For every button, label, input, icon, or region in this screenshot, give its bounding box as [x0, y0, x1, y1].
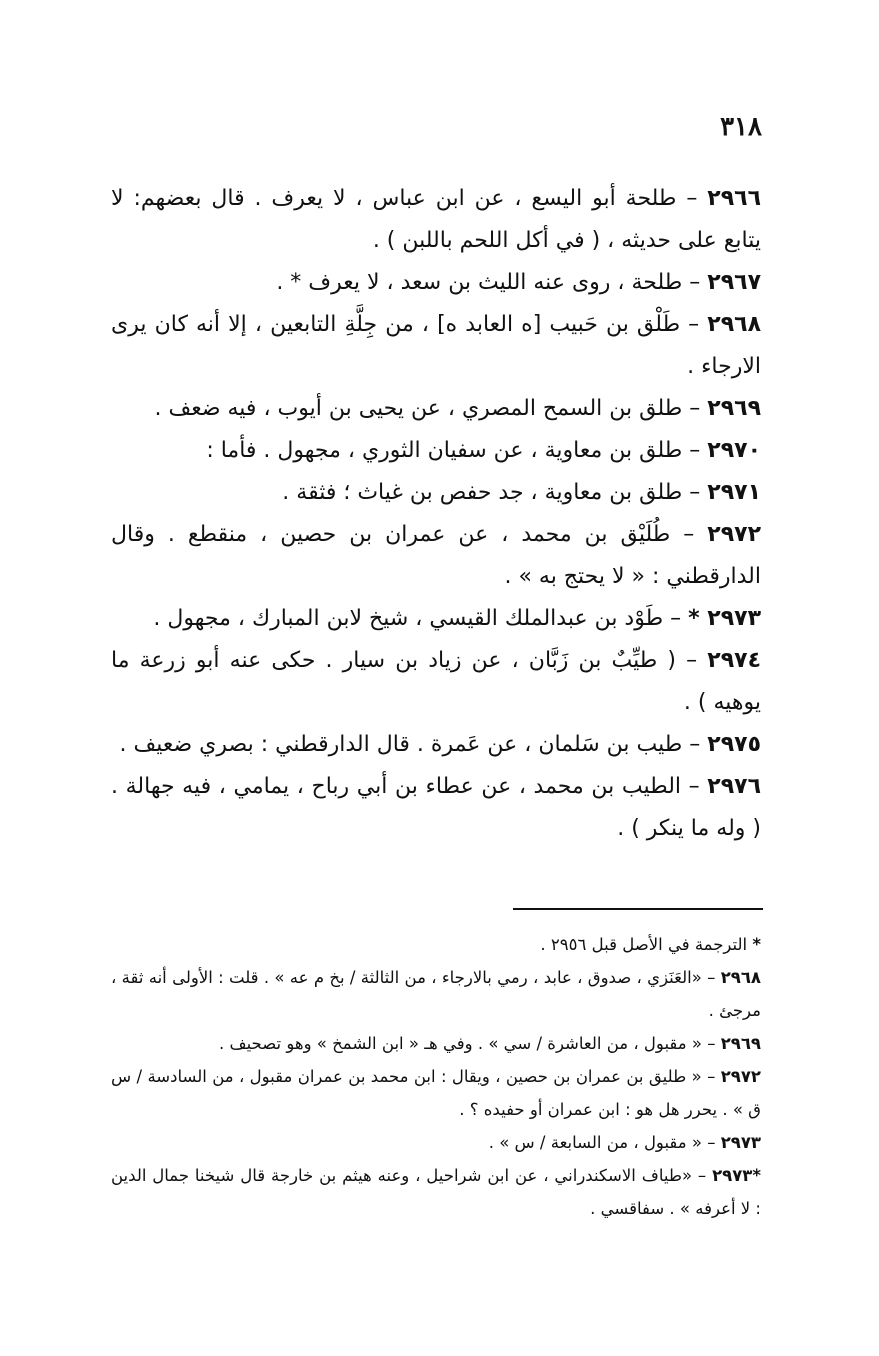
- footnote-text: – «طياف الاسكندراني ، عن ابن شراحيل ، وعنه هيثم بن خارجة قال شيخنا جمال الدين : لا أعرفه » . سفاقسي .: [111, 1166, 761, 1218]
- footnote: [111, 1126, 761, 1159]
- entry-text: – الطيب بن محمد ، عن عطاء بن أبي رباح ، يمامي ، فيه جهالة . ( وله ما ينكر ) .: [111, 774, 761, 841]
- page-number: ٣١٨: [720, 112, 762, 142]
- entry-number: ٢٩٧١: [707, 480, 761, 505]
- footnotes: [111, 928, 761, 1225]
- entry-number: ٢٩٧٦: [707, 774, 761, 799]
- footnote-text: – « مقبول ، من السابعة / س » .: [488, 1133, 716, 1152]
- footnote: [111, 1027, 761, 1060]
- entry-text: – طلحة ، روى عنه الليث بن سعد ، لا يعرف * .: [276, 270, 701, 295]
- entry-text: – ( طيِّبٌ بن زَبَّان ، عن زياد بن سيار . حكى عنه أبو زرعة ما يوهيه ) .: [111, 648, 761, 715]
- entry-text: – طُلَيْق بن محمد ، عن عمران بن حصين ، منقطع . وقال الدارقطني : « لا يحتج به » .: [111, 522, 761, 589]
- entry-text: – طلق بن معاوية ، جد حفص بن غياث ؛ فثقة .: [282, 480, 701, 505]
- entry-2971: [111, 472, 761, 514]
- entry-number: ٢٩٦٨: [707, 312, 761, 337]
- entry-2966: [111, 178, 761, 262]
- entry-2975: [111, 724, 761, 766]
- entry-number: ٢٩٧٣ *: [688, 606, 761, 631]
- entry-number: ٢٩٦٧: [707, 270, 761, 295]
- footnote-text: الترجمة في الأصل قبل ٢٩٥٦ .: [540, 935, 748, 954]
- footnote: [111, 961, 761, 1027]
- footnote-number: *: [752, 935, 761, 954]
- footnote-number: ٢٩٧٣: [720, 1133, 761, 1152]
- entry-number: ٢٩٧٤: [707, 648, 761, 673]
- entry-2976: [111, 766, 761, 850]
- entry-2974: [111, 640, 761, 724]
- entry-text: – طلحة أبو اليسع ، عن ابن عباس ، لا يعرف . قال بعضهم: لا يتابع على حديثه ، ( في أكل اللحم باللبن ) .: [111, 186, 761, 253]
- entry-text: – طيب بن سَلمان ، عن عَمرة . قال الدارقطني : بصري ضعيف .: [119, 732, 701, 757]
- footnote-text: – «العَنَزي ، صدوق ، عابد ، رمي بالارجاء ، من الثالثة / بخ م عه » . قلت : الأولى أنه ثقة ، مرجئ .: [111, 968, 761, 1020]
- entry-2969: [111, 388, 761, 430]
- entry-2968: [111, 304, 761, 388]
- entry-number: ٢٩٧٠: [707, 438, 761, 463]
- footnote: [111, 928, 761, 961]
- entry-2970: [111, 430, 761, 472]
- entry-2967: [111, 262, 761, 304]
- entry-2973: [111, 598, 761, 640]
- entry-number: ٢٩٦٩: [707, 396, 761, 421]
- footnote-text: – « طليق بن عمران بن حصين ، ويقال : ابن محمد بن عمران مقبول ، من السادسة / س ق » . يحرر هل هو : ابن عمران أو حفيده ؟ .: [111, 1067, 761, 1119]
- entry-number: ٢٩٦٦: [707, 186, 761, 211]
- footnote-divider: [513, 908, 763, 910]
- entry-number: ٢٩٧٢: [707, 522, 761, 547]
- main-text: [111, 178, 761, 850]
- footnote: [111, 1159, 761, 1225]
- entry-text: – طَلْق بن حَبيب [ه العابد ه] ، من جِلَّةِ التابعين ، إلا أنه كان يرى الارجاء .: [111, 312, 761, 379]
- entry-text: – طلق بن معاوية ، عن سفيان الثوري ، مجهول . فأما :: [206, 438, 701, 463]
- footnote-number: *٢٩٧٣: [712, 1166, 761, 1185]
- footnote-number: ٢٩٦٩: [720, 1034, 761, 1053]
- entry-text: – طلق بن السمح المصري ، عن يحيى بن أيوب ، فيه ضعف .: [154, 396, 701, 421]
- entry-2972: [111, 514, 761, 598]
- entry-number: ٢٩٧٥: [707, 732, 761, 757]
- footnote-number: ٢٩٦٨: [720, 968, 761, 987]
- entry-text: – طَوْد بن عبدالملك القيسي ، شيخ لابن المبارك ، مجهول .: [153, 606, 682, 631]
- footnote-number: ٢٩٧٢: [720, 1067, 761, 1086]
- footnote: [111, 1060, 761, 1126]
- footnote-text: – « مقبول ، من العاشرة / سي » . وفي هـ « ابن الشمخ » وهو تصحيف .: [219, 1034, 716, 1053]
